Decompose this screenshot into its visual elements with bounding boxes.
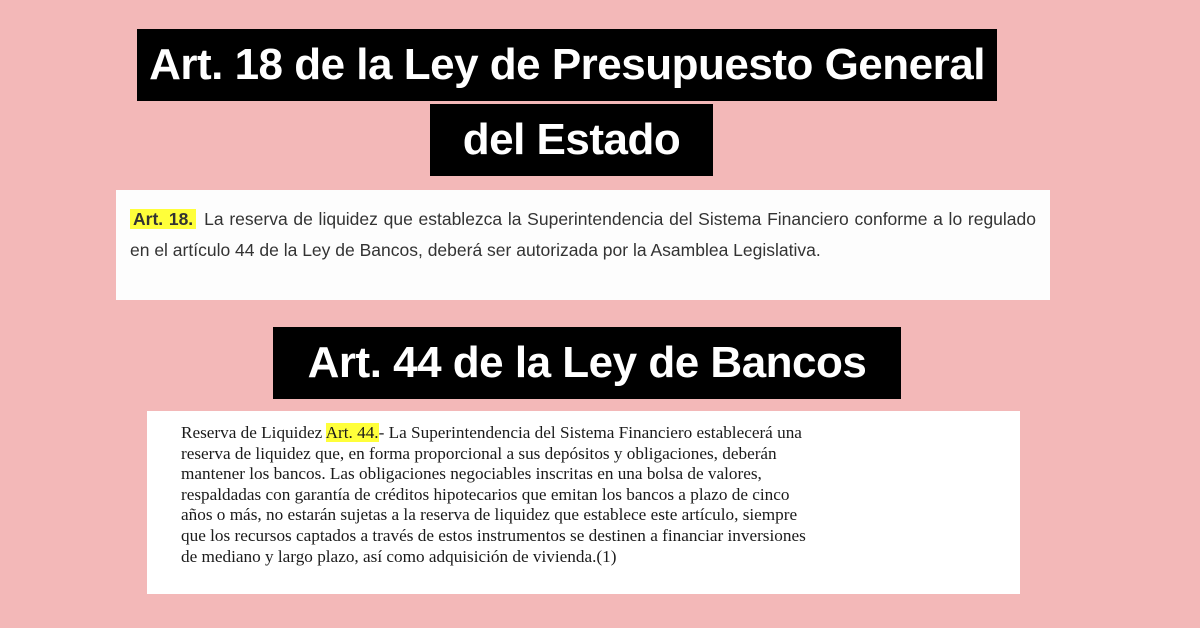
excerpt-art18-paragraph <box>130 204 1036 266</box>
highlight-art18: Art. 18. <box>130 209 196 229</box>
excerpt-art44-line-4: respaldadas con garantía de créditos hipotecarios que emitan los bancos a plazo de cinco <box>181 484 790 504</box>
heading-art18-line1: Art. 18 de la Ley de Presupuesto General <box>137 29 997 101</box>
heading-art18-line2: del Estado <box>430 104 713 176</box>
heading-art44: Art. 44 de la Ley de Bancos <box>273 327 901 399</box>
excerpt-art18-text: La reserva de liquidez que establezca la Superintendencia del Sistema Financiero conforme a lo regulado en el artículo 44 de la Ley de Bancos, deberá ser autorizada por la Asamblea Legislativa. <box>130 209 1036 260</box>
excerpt-art44-line-5: años o más, no estarán sujetas a la reserva de liquidez que establece este artículo, siempre <box>181 505 798 525</box>
excerpt-art44-line-7: de mediano y largo plazo, así como adquisición de vivienda.(1) <box>181 546 617 566</box>
excerpt-art44-prefix: Reserva de Liquidez <box>181 423 326 442</box>
excerpt-art44 <box>147 411 1020 594</box>
excerpt-art44-line-6: que los recursos captados a través de estos instrumentos se destinen a financiar inversiones <box>181 525 806 545</box>
excerpt-art18 <box>116 190 1050 300</box>
excerpt-art44-line-2: reserva de liquidez que, en forma proporcional a sus depósitos y obligaciones, deberán <box>181 443 777 463</box>
highlight-art44: Art. 44. <box>325 423 379 442</box>
excerpt-art44-first-rest: - La Superintendencia del Sistema Financiero establecerá una <box>378 423 802 442</box>
excerpt-art44-line-1 <box>181 423 990 444</box>
excerpt-art44-line-3: mantener los bancos. Las obligaciones negociables inscritas en una bolsa de valores, <box>181 464 762 484</box>
